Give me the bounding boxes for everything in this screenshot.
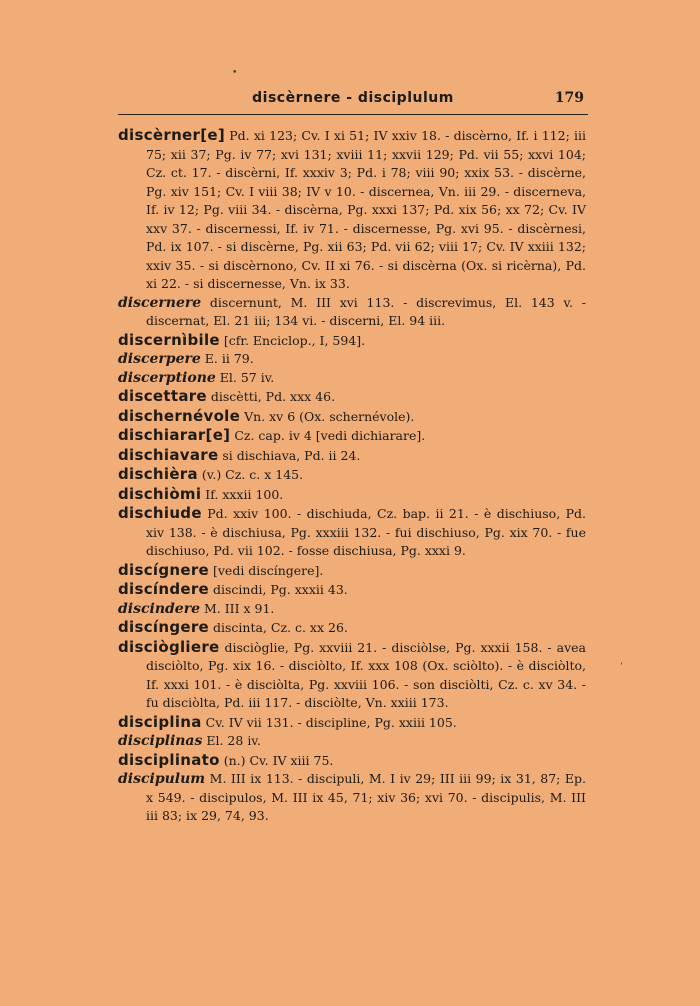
entry-text: (v.) Cz. c. x 145. xyxy=(197,467,304,482)
entry-text: Vn. xv 6 (Ox. schernévole). xyxy=(240,408,415,424)
entry-text: discernunt, M. III xvi 113. - discrevimus, El. 143 v. - discernat, El. 21 iii; 134 vi. - discerni, El. 94 iii. xyxy=(146,294,586,328)
stray-dot-mark: • xyxy=(232,68,238,78)
entry-text: Cz. cap. iv 4 [vedi dichiarare]. xyxy=(230,428,426,443)
entry-headword: discettare xyxy=(118,387,207,405)
entry-text: discindi, Pg. xxxii 43. xyxy=(209,582,348,597)
dictionary-entry xyxy=(118,446,586,466)
entry-headword: disciplinato xyxy=(118,750,220,769)
entry-text: El. 57 iv. xyxy=(215,369,275,385)
entry-text: discètti, Pd. xxx 46. xyxy=(206,389,336,404)
entry-headword: dischiòmi xyxy=(118,484,202,503)
dictionary-entry xyxy=(118,369,586,388)
entry-headword: discígnere xyxy=(118,560,210,579)
dictionary-entry xyxy=(118,713,586,733)
page-header xyxy=(118,90,588,115)
entry-headword: discerpere xyxy=(118,351,201,367)
entry-text: disciòglie, Pg. xxviii 21. - disciòlse, Pg. xxxii 158. - avea disciòlto, Pg. xix 16. - disciòlto, If. xxx 108 (Ox. sciòlto). - è disciòlto, If. xxxi 101. - è disciòlta, Pg. xxviii 106. - son disciòlti, Cz. c. xv 34. - fu disciòlta, Pd. iii 117. - disciòlte, Vn. xxiii 173. xyxy=(146,639,586,710)
entry-text: If. xxxii 100. xyxy=(201,486,284,502)
entry-headword: disciògliere xyxy=(118,637,220,656)
dictionary-entry xyxy=(118,126,586,294)
dictionary-entry xyxy=(118,751,586,771)
entry-headword: dischiavare xyxy=(118,445,219,464)
entry-text: M. III x 91. xyxy=(200,600,275,616)
entry-text: Pd. xxiv 100. - dischiuda, Cz. bap. ii 21. - è dischiuso, Pd. xiv 138. - è dischiusa, Pg. xxxiii 132. - fui dischiuso, Pg. xix 70. - fue dischiuso, Pd. vii 102. - fosse dischiusa, Pg. xxxi 9. xyxy=(146,506,586,558)
running-title: discèrnere - disciplulum xyxy=(252,90,454,106)
entry-text: discinta, Cz. c. xx 26. xyxy=(209,620,348,635)
dictionary-entry xyxy=(118,618,586,638)
dictionary-entry xyxy=(118,561,586,581)
dictionary-entry xyxy=(118,350,586,369)
entry-text: E. ii 79. xyxy=(200,351,254,366)
entry-text: Pd. xi 123; Cv. I xi 51; IV xxiv 18. - discèrno, If. i 112; iii 75; xii 37; Pg. iv 77; xvi 131; xviii 11; xxvii 129; Pd. vii 55; xxvi 104; Cz. ct. 17. - discèrni, If. xxxiv 3; Pd. i 78; viii 90; xxix 53. - discèrne, Pg. xiv 151; Cv. I viii 38; IV v 10. - discernea, Vn. iii 29. - discerneva, If. iv 12; Pg. viii 34. - discèrna, Pg. xxxi 137; Pd. xix 56; xx 72; Cv. IV xxv 37. - discernessi, If. iv 71. - discernesse, Pg. xvi 95. - discèrnesi, Pd. ix 107. - si discèrne, Pg. xii 63; Pd. vii 62; viii 17; Cv. IV xxiii 132; xxiv 35. - si discèrnono, Cv. II xi 76. - si discèrna (Ox. si ricèrna), Pd. xi 22. - si discernesse, Vn. ix 33. xyxy=(146,128,586,291)
entry-headword: discíndere xyxy=(118,580,210,598)
entry-headword: dischiude xyxy=(118,504,202,522)
stray-tick-mark: ‘ xyxy=(620,662,623,672)
dictionary-entry xyxy=(118,331,586,351)
entry-text: Cv. IV vii 131. - discipline, Pg. xxiii 105. xyxy=(201,714,457,730)
dictionary-entry xyxy=(118,407,586,427)
entry-headword: disciplina xyxy=(118,712,202,731)
entry-headword: discernìbile xyxy=(118,330,220,349)
entry-headword: discerptione xyxy=(118,369,216,386)
entry-text: El. 28 iv. xyxy=(202,733,261,748)
dictionary-entry xyxy=(118,770,586,826)
dictionary-entry xyxy=(118,638,586,713)
dictionary-entry xyxy=(118,580,586,600)
dictionary-entry xyxy=(118,426,586,446)
dictionary-entry xyxy=(118,387,586,407)
entry-text: [vedi discíngere]. xyxy=(209,562,324,578)
entry-text: [cfr. Enciclop., I, 594]. xyxy=(219,332,366,348)
dictionary-entry xyxy=(118,465,586,485)
entry-headword: discindere xyxy=(118,600,200,617)
entry-headword: dischièra xyxy=(118,465,198,483)
entry-headword: dischernévole xyxy=(118,406,241,425)
entry-headword: dischiarar[e] xyxy=(118,426,231,444)
dictionary-entry xyxy=(118,485,586,505)
dictionary-entry xyxy=(118,504,586,561)
entry-headword: discipulum xyxy=(118,771,206,787)
entry-text: M. III ix 113. - discipuli, M. I iv 29; III iii 99; ix 31, 87; Ep. x 549. - discipulos, M. III ix 45, 71; xiv 36; xvi 70. - discipulis, M. III iii 83; ix 29, 74, 93. xyxy=(146,771,586,823)
entry-headword: discíngere xyxy=(118,618,210,636)
dictionary-entry xyxy=(118,732,586,751)
entry-headword: discernere xyxy=(118,294,202,311)
dictionary-entry xyxy=(118,600,586,619)
entry-headword: discèrner[e] xyxy=(118,126,226,144)
dictionary-entry xyxy=(118,294,586,331)
page-number: 179 xyxy=(554,90,584,106)
entry-text: si dischiava, Pd. ii 24. xyxy=(218,447,361,463)
entry-text: (n.) Cv. IV xiii 75. xyxy=(219,752,334,768)
dictionary-entries xyxy=(118,126,586,826)
entry-headword: disciplinas xyxy=(118,733,203,749)
